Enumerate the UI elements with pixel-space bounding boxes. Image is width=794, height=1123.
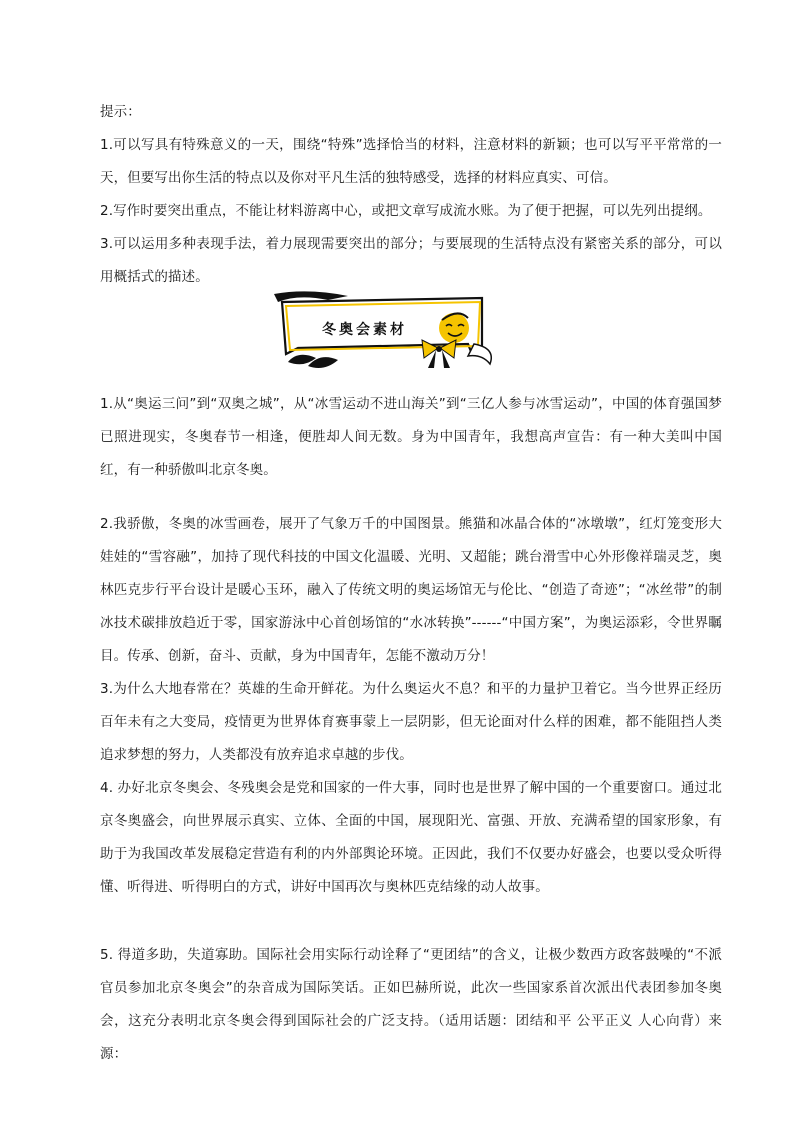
tip-item-1 bbox=[100, 129, 722, 195]
material-3 bbox=[100, 673, 722, 772]
tip-item-3 bbox=[100, 228, 722, 294]
material-2-text: 2.我骄傲，冬奥的冰雪画卷，展开了气象万千的中国图景。熊猫和冰晶合体的“冰墩墩”，红灯笼变形大娃娃的“雪容融”，加持了现代科技的中国文化温暖、光明、又超能；跳台滑雪中心外形像祥瑞灵芝，奥林匹克步行平台设计是暖心玉环，融入了传统文明的奥运场馆无与伦比、“创造了奇迹”；“冰丝带”的制冰技术碳排放趋近于零，国家游泳中心首创场馆的“水冰转换”------“中国方案”，为奥运添彩，令世界瞩目。传承、创新，奋斗、贡献，身为中国青年，怎能不激动万分！ bbox=[100, 516, 722, 664]
tips-heading-text: 提示： bbox=[100, 104, 141, 120]
material-1 bbox=[100, 388, 722, 487]
material-5-text: 5. 得道多助，失道寡助。国际社会用实际行动诠释了“更团结”的含义，让极少数西方政客鼓噪的“不派官员参加北京冬奥会”的杂音成为国际笑话。正如巴赫所说，此次一些国家系首次派出代表团参加冬奥会，这充分表明北京冬奥会得到国际社会的广泛支持。（适用话题：团结和平 公平正义 人心向背）来源： bbox=[100, 947, 722, 1062]
material-1-text: 1.从“奥运三问”到“双奥之城”，从“冰雪运动不进山海关”到“三亿人参与冰雪运动”，中国的体育强国梦已照进现实，冬奥春节一相逢，便胜却人间无数。身为中国青年，我想高声宣告：有一种大美叫中国红，有一种骄傲叫北京冬奥。 bbox=[100, 396, 722, 478]
material-5 bbox=[100, 939, 722, 1071]
banner-title: 冬奥会素材 bbox=[322, 322, 407, 338]
tip-item-1-text: 1.可以写具有特殊意义的一天，围绕“特殊”选择恰当的材料，注意材料的新颖；也可以写平平常常的一天，但要写出你生活的特点以及你对平凡生活的独特感受，选择的材料应真实、可信。 bbox=[100, 137, 722, 186]
tip-item-3-text: 3.可以运用多种表现手法，着力展现需要突出的部分；与要展现的生活特点没有紧密关系的部分，可以用概括式的描述。 bbox=[100, 236, 722, 285]
material-2 bbox=[100, 508, 722, 673]
tip-item-2-text: 2.写作时要突出重点，不能让材料游离中心，或把文章写成流水账。为了便于把握，可以先列出提纲。 bbox=[100, 203, 712, 219]
material-4-text: 4. 办好北京冬奥会、冬残奥会是党和国家的一件大事，同时也是世界了解中国的一个重要窗口。通过北京冬奥盛会，向世界展示真实、立体、全面的中国，展现阳光、富强、开放、充满希望的国家形象，有助于为我国改革发展稳定营造有利的内外部舆论环境。正因此，我们不仅要办好盛会，也要以受众听得懂、听得进、听得明白的方式，讲好中国再次与奥林匹克结缘的动人故事。 bbox=[100, 780, 722, 895]
smiley-icon bbox=[439, 313, 469, 343]
material-4 bbox=[100, 772, 722, 904]
material-3-text: 3.为什么大地春常在？英雄的生命开鲜花。为什么奥运火不息？和平的力量护卫着它。当今世界正经历百年未有之大变局，疫情更为世界体育赛事蒙上一层阴影，但无论面对什么样的困难，都不能阻挡人类追求梦想的努力，人类都没有放弃追求卓越的步伐。 bbox=[100, 681, 722, 763]
tip-item-2 bbox=[100, 195, 722, 228]
tips-heading bbox=[100, 96, 722, 129]
